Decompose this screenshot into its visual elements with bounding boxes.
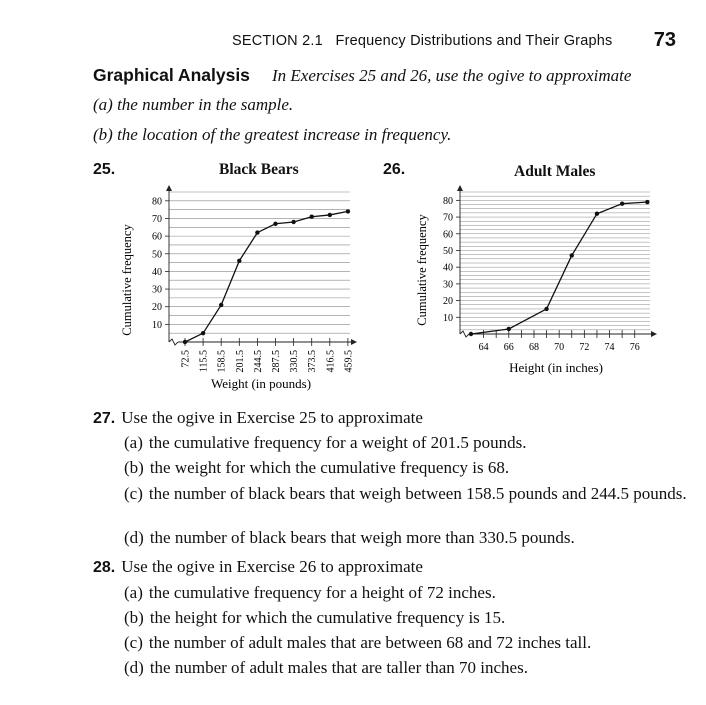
graphical-analysis-part-b: (b) the location of the greatest increase in frequency. <box>93 125 452 144</box>
data-point <box>595 212 599 216</box>
data-point <box>255 230 259 234</box>
part-label: (d) <box>124 658 144 677</box>
chart-title-black-bears: Black Bears <box>219 161 299 178</box>
data-point <box>346 209 350 213</box>
exercise-27-part-a <box>124 433 676 453</box>
y-tick-label: 80 <box>152 196 162 208</box>
y-tick-label: 10 <box>152 319 162 331</box>
x-tick-label: 459.5 <box>343 350 355 373</box>
part-text: the number of adult males that are between 68 and 72 inches tall. <box>148 633 592 652</box>
data-point <box>291 220 295 224</box>
exercise-28-part-d <box>124 658 676 678</box>
y-tick-label: 60 <box>443 229 453 241</box>
x-tick-label: 244.5 <box>252 350 264 373</box>
x-tick-label: 115.5 <box>198 350 210 373</box>
x-tick-label: 158.5 <box>216 350 228 373</box>
adult-males-points <box>469 200 650 336</box>
x-tick-label: 68 <box>528 342 539 353</box>
black-bears-x-axis-label: Weight (in pounds) <box>210 376 312 391</box>
data-point <box>544 307 548 311</box>
x-tick-label: 66 <box>503 342 514 353</box>
part-label: (b) <box>124 608 144 627</box>
y-tick-label: 50 <box>152 249 162 261</box>
data-point <box>183 340 187 344</box>
y-tick-label: 40 <box>152 266 162 278</box>
running-header <box>232 33 612 49</box>
y-tick-label: 30 <box>443 279 453 291</box>
x-axis-arrow <box>351 339 357 345</box>
page-number: 73 <box>653 29 676 51</box>
x-tick-label: 330.5 <box>289 350 301 373</box>
part-label: (a) <box>124 583 143 602</box>
part-text: the height for which the cumulative frequency is 15. <box>149 608 506 627</box>
exercise-28-part-a <box>124 583 676 603</box>
black-bears-line <box>185 211 348 342</box>
black-bears-y-axis-label: Cumulative frequency <box>120 224 134 336</box>
x-tick-label: 76 <box>629 342 640 353</box>
data-point <box>328 213 332 217</box>
adult-males-x-ticks <box>479 330 640 353</box>
data-point <box>620 201 624 205</box>
part-text: the weight for which the cumulative frequency is 68. <box>149 458 510 477</box>
x-tick-label: 416.5 <box>325 350 337 373</box>
part-label: (c) <box>124 484 143 503</box>
exercise-28-part-c <box>124 633 676 653</box>
data-point <box>273 222 277 226</box>
black-bears-axes <box>166 185 357 345</box>
exercise-28-part-b <box>124 608 676 628</box>
part-text: the cumulative frequency for a weight of 201.5 pounds. <box>148 433 527 452</box>
x-tick-label: 201.5 <box>234 350 246 373</box>
data-point <box>201 331 205 335</box>
adult-males-x-axis-label: Height (in inches) <box>509 360 603 375</box>
exercise-27-number: 27. <box>93 410 116 427</box>
part-text: the number of black bears that weigh more than 330.5 pounds. <box>149 528 575 547</box>
adult-males-line <box>471 202 647 334</box>
part-label: (a) <box>124 433 143 452</box>
data-point <box>507 327 511 331</box>
exercise-27-part-d <box>124 528 676 548</box>
exercise-27-part-b <box>124 458 676 478</box>
x-tick-label: 74 <box>604 342 615 353</box>
graphical-analysis-part-a: (a) the number in the sample. <box>93 95 294 114</box>
ogive-line <box>185 211 348 342</box>
exercise-26-number: 26. <box>383 161 406 178</box>
black-bears-ogive <box>115 180 370 395</box>
data-point <box>645 200 649 204</box>
x-tick-label: 70 <box>554 342 565 353</box>
exercise-28-stem: Use the ogive in Exercise 26 to approximate <box>121 557 423 576</box>
part-text: the cumulative frequency for a height of 72 inches. <box>148 583 496 602</box>
part-label: (b) <box>124 458 144 477</box>
y-tick-label: 10 <box>443 312 453 324</box>
x-axis-arrow <box>651 331 657 337</box>
ogive-line <box>471 202 647 334</box>
x-tick-label: 373.5 <box>307 350 319 373</box>
data-point <box>237 259 241 263</box>
black-bears-y-ticks <box>152 196 169 331</box>
graphical-analysis-title: Graphical Analysis <box>93 65 250 85</box>
part-text: the number of adult males that are taller than 70 inches. <box>149 658 528 677</box>
exercise-27-part-c <box>124 484 706 504</box>
part-label: (d) <box>124 528 144 547</box>
y-axis-arrow <box>166 185 172 191</box>
exercise-25-number: 25. <box>93 161 116 178</box>
y-axis-arrow <box>457 185 463 191</box>
black-bears-points <box>183 209 350 344</box>
y-tick-label: 30 <box>152 284 162 296</box>
data-point <box>469 332 473 336</box>
adult-males-axes <box>457 185 657 337</box>
section-number: SECTION 2.1 <box>232 33 323 49</box>
y-tick-label: 40 <box>443 262 453 274</box>
chart-title-adult-males: Adult Males <box>514 163 596 180</box>
y-tick-label: 70 <box>443 212 453 224</box>
part-text: the number of black bears that weigh between 158.5 pounds and 244.5 pounds. <box>148 484 687 503</box>
y-tick-label: 20 <box>443 296 453 308</box>
y-tick-label: 60 <box>152 231 162 243</box>
y-tick-label: 50 <box>443 245 453 257</box>
black-bears-x-ticks <box>181 338 355 373</box>
adult-males-grid <box>460 192 650 330</box>
graphical-analysis-intro: In Exercises 25 and 26, use the ogive to approximate <box>272 66 632 85</box>
black-bears-grid <box>169 192 350 333</box>
x-tick-label: 64 <box>478 342 489 353</box>
adult-males-ogive <box>410 180 665 380</box>
exercise-28 <box>93 557 423 577</box>
data-point <box>310 215 314 219</box>
x-tick-label: 287.5 <box>271 350 282 373</box>
y-tick-label: 80 <box>443 195 453 207</box>
exercise-27-stem: Use the ogive in Exercise 25 to approximate <box>121 408 423 427</box>
exercise-28-number: 28. <box>93 559 116 576</box>
x-tick-label: 72 <box>579 342 590 353</box>
section-title: Frequency Distributions and Their Graphs <box>335 33 613 49</box>
data-point <box>219 303 223 307</box>
data-point <box>570 253 574 257</box>
exercise-27 <box>93 408 423 428</box>
adult-males-y-axis-label: Cumulative frequency <box>415 214 429 326</box>
part-label: (c) <box>124 633 143 652</box>
y-tick-label: 70 <box>152 213 162 225</box>
x-tick-label: 72.5 <box>180 350 192 368</box>
y-tick-label: 20 <box>152 302 162 314</box>
axis-break <box>169 339 178 345</box>
axis-break <box>460 331 469 337</box>
adult-males-y-ticks <box>443 196 460 324</box>
